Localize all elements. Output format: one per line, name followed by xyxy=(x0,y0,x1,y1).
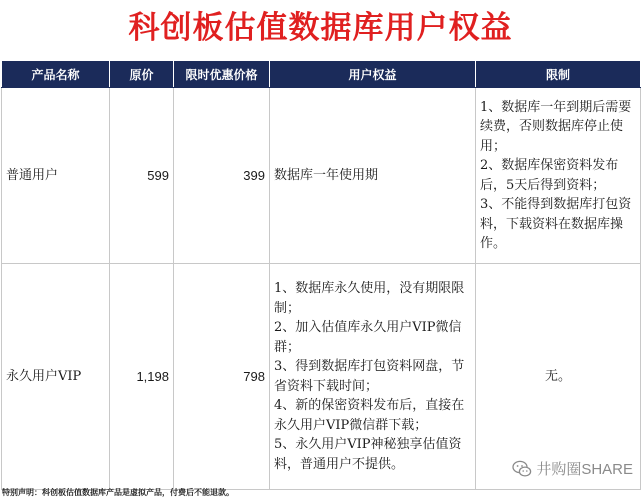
limit-line: 作。 xyxy=(480,236,507,251)
limit-line: 3、不能得到数据库打包资 xyxy=(480,197,632,212)
benefit-line: 料，普通用户不提供。 xyxy=(274,456,405,472)
benefit-line: 制； xyxy=(274,300,301,316)
benefit-line: 5、永久用户VIP神秘独享估值资 xyxy=(274,437,462,452)
benefit-line: 4、新的保密资料发布后，直接在 xyxy=(274,398,465,413)
original-price: 599 xyxy=(110,88,174,264)
header-original-price: 原价 xyxy=(110,61,174,88)
benefit-line: 2、加入估值库永久用户VIP微信 xyxy=(274,320,462,335)
benefit-line: 3、得到数据库打包资料网盘，节 xyxy=(274,359,465,374)
limit-line: 1、数据库一年到期后需要 xyxy=(480,99,632,115)
sale-price: 399 xyxy=(174,88,270,264)
original-price: 1,198 xyxy=(110,264,174,490)
benefit-line: 1、数据库永久使用，没有期限限 xyxy=(274,281,465,296)
sale-price: 798 xyxy=(174,264,270,490)
benefit-line: 永久用户VIP微信群下载； xyxy=(274,417,428,433)
limit-line: 后，5天后得到资料； xyxy=(480,177,606,193)
limit-line: 续费，否则数据库停止使 xyxy=(480,119,624,134)
product-name: 普通用户 xyxy=(2,88,110,264)
limit-line: 2、数据库保密资料发布 xyxy=(480,158,619,173)
page-title: 科创板估值数据库用户权益 xyxy=(128,10,513,46)
table-row xyxy=(2,264,641,490)
watermark-text: 井购圈SHARE xyxy=(536,461,633,478)
limit-line: 料，下载资料在数据库操 xyxy=(480,216,624,232)
header-limits: 限制 xyxy=(476,61,641,88)
benefits-table xyxy=(1,60,641,490)
product-name: 永久用户VIP xyxy=(2,264,110,490)
benefits-cell xyxy=(270,88,476,264)
limits-cell xyxy=(476,264,641,490)
table-row xyxy=(2,88,641,264)
benefit-line: 省资料下载时间； xyxy=(274,378,379,394)
benefit-line: 群； xyxy=(274,339,301,355)
limits-cell xyxy=(476,88,641,264)
header-product-name: 产品名称 xyxy=(2,61,110,88)
watermark xyxy=(512,458,633,479)
header-sale-price: 限时优惠价格 xyxy=(174,61,270,88)
footnote: 特别声明：科创板估值数据库产品是虚拟产品，付费后不能退款。 xyxy=(2,487,234,497)
header-benefits: 用户权益 xyxy=(270,61,476,88)
table-header-row xyxy=(2,61,641,88)
benefits-cell xyxy=(270,264,476,490)
limit-line: 用； xyxy=(480,138,507,154)
limit-line: 无。 xyxy=(544,368,571,384)
benefit-line: 数据库一年使用期 xyxy=(274,167,379,183)
wechat-icon xyxy=(512,460,532,478)
